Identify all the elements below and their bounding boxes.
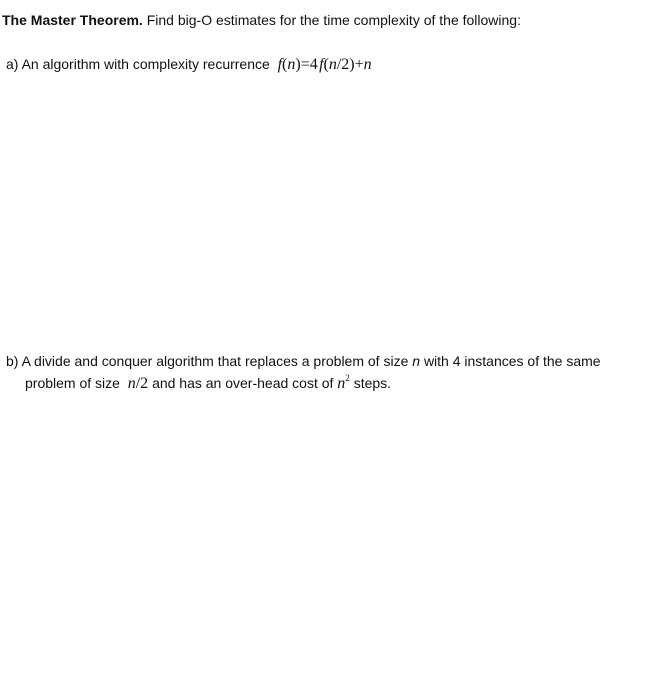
formula-paren: ( [323,56,329,73]
formula-n: n [328,56,337,73]
question-b-text-5: steps. [353,375,392,391]
formula-paren: ) [349,56,355,73]
formula-plus: + [354,56,364,73]
n-over-2-n: n [127,375,136,392]
n-over-2-two: 2 [140,375,149,392]
n-squared-exponent: 2 [345,373,350,383]
title-bold: The Master Theorem. [2,12,143,28]
formula-equals: =4 [300,56,318,73]
formula-n: n [363,56,372,73]
question-b [6,350,646,395]
question-b-continuation [6,372,646,395]
question-b-text-2: with 4 instances of the same [423,353,601,369]
question-b-text-1: A divide and conquer algorithm that replaces a problem of size [21,353,409,369]
question-a [6,53,372,76]
n-over-2-slash: / [135,375,141,392]
formula-paren: ) [295,56,301,73]
question-b-var-n: n [412,353,421,369]
formula-paren: ( [282,56,288,73]
formula-f: f [319,56,324,73]
problem-title [2,10,521,30]
question-b-text-4: and has an over-head cost of [152,375,334,391]
question-b-text-3: problem of size [25,375,120,391]
n-squared [337,375,350,392]
formula-n: n [287,56,296,73]
formula-f: f [277,56,283,73]
question-a-text: An algorithm with complexity recurrence [21,56,270,72]
question-a-label: a) [6,56,19,72]
formula-slash: / [336,56,342,73]
n-over-2 [128,375,148,392]
n-squared-base: n [337,375,346,392]
formula-two: 2 [341,56,350,73]
recurrence-formula [278,56,372,73]
question-b-label: b) [6,353,19,369]
title-text: Find big-O estimates for the time complexity of the following: [146,12,521,28]
